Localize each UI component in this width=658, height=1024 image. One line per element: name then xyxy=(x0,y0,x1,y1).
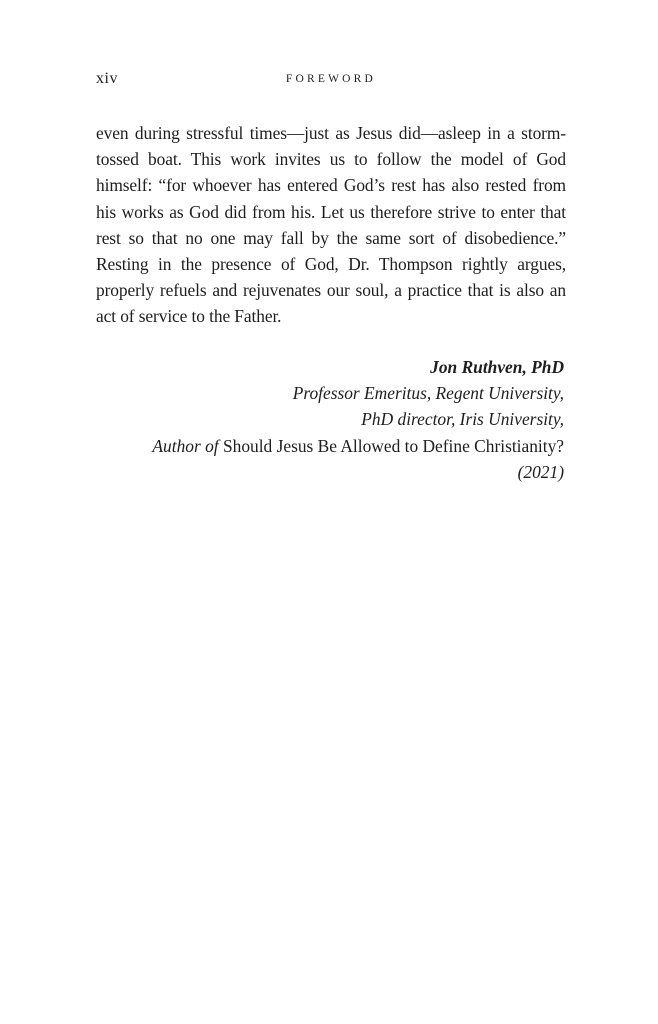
page-number: xiv xyxy=(96,70,118,87)
author-title-2: PhD director, Iris University, xyxy=(361,409,564,430)
book-year: (2021) xyxy=(517,461,564,482)
author-name: Jon Ruthven, PhD xyxy=(430,357,564,377)
book-title: Should Jesus Be Allowed to Define Christianity? xyxy=(222,435,564,456)
author-of-label: Author of xyxy=(152,435,219,456)
author-title-1: Professor Emeritus, Regent University, xyxy=(292,383,564,404)
running-head xyxy=(96,70,566,92)
body-paragraph: even during stressful times—just as Jesus did—asleep in a storm-tossed boat. This work invites us to follow the model of God himself: “for whoever has entered God’s rest has also rested from his works as God did from his. Let us therefore strive to enter that rest so that no one may fall by the same sort of disobedience.” Resting in the presence of God, Dr. Thompson rightly argues, properly refuels and rejuvenates our soul, a practice that is also an act of service to the Father. xyxy=(96,123,566,327)
signature-block xyxy=(94,354,564,485)
section-title: FOREWORD xyxy=(285,73,377,85)
author-book-line xyxy=(94,433,564,459)
